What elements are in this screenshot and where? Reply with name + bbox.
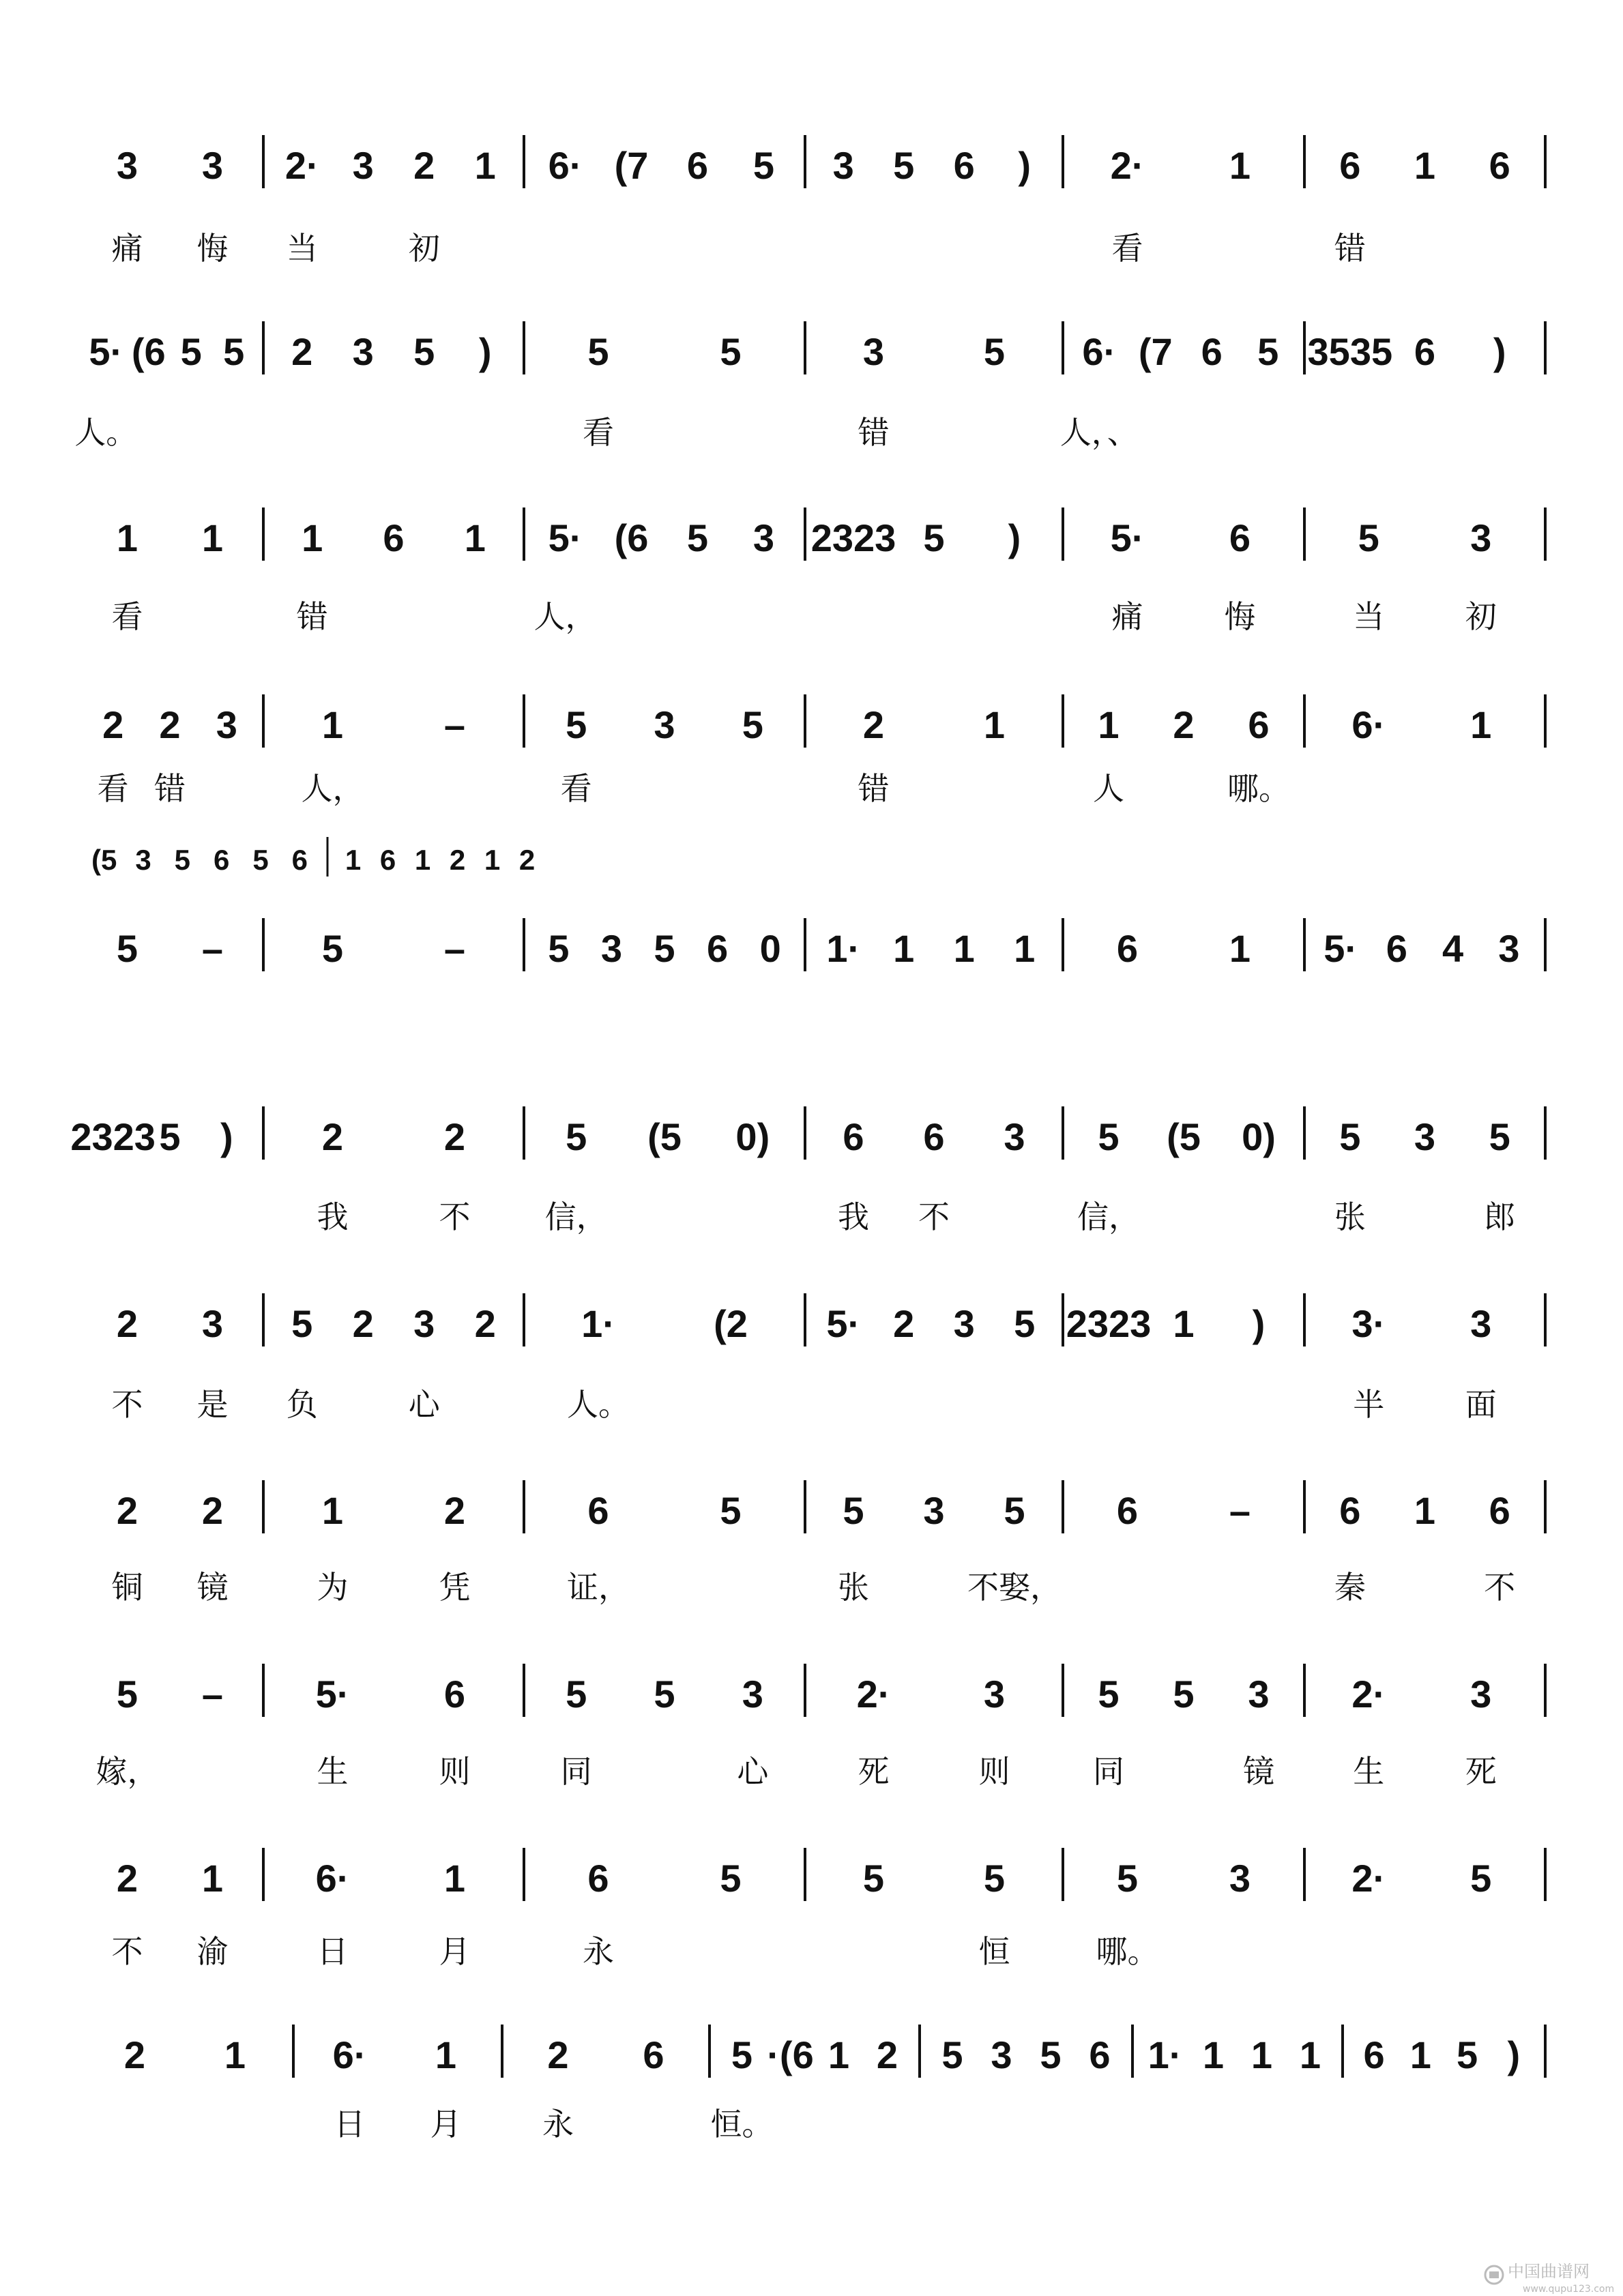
note: 5· bbox=[1324, 927, 1358, 970]
note: 3 bbox=[983, 1673, 1006, 1716]
note: 1 bbox=[443, 1857, 466, 1900]
watermark-site-name: 中国曲谱网 bbox=[1508, 2262, 1590, 2281]
cue-note: 3 bbox=[135, 844, 151, 876]
note: ) bbox=[1507, 2033, 1521, 2076]
note: 3 bbox=[752, 516, 775, 559]
note: 1 bbox=[953, 927, 975, 970]
note: 6 bbox=[1414, 330, 1436, 373]
note: 5 bbox=[1116, 1857, 1139, 1900]
note: 6 bbox=[953, 144, 975, 187]
note: 5 bbox=[720, 330, 742, 373]
note: 2 bbox=[102, 703, 124, 746]
lyric: 人， bbox=[301, 770, 364, 807]
note: 6 bbox=[1116, 1489, 1139, 1532]
note: 6 bbox=[843, 1115, 864, 1158]
note: 5 bbox=[720, 1857, 742, 1900]
lyric: 不 bbox=[1484, 1569, 1516, 1606]
note: 6 bbox=[1363, 2033, 1385, 2076]
lyric: 渝 bbox=[196, 1933, 229, 1970]
lyric: 不 bbox=[918, 1198, 950, 1235]
note: 2323 bbox=[70, 1115, 156, 1158]
note: 6· bbox=[315, 1857, 350, 1900]
note: 1 bbox=[321, 703, 344, 746]
note: 2· bbox=[1110, 144, 1145, 187]
note: 2· bbox=[1351, 1857, 1386, 1900]
lyric: 哪。 bbox=[1227, 770, 1290, 807]
note: 2323 bbox=[1066, 1302, 1152, 1345]
lyric: 凭 bbox=[439, 1569, 471, 1606]
note: 1· bbox=[826, 927, 861, 970]
note: 2 bbox=[1173, 703, 1195, 746]
lyric: 看 bbox=[583, 414, 614, 451]
note: 5 bbox=[720, 1489, 742, 1532]
lyric: 信， bbox=[1077, 1198, 1140, 1235]
note: (5 bbox=[647, 1115, 682, 1158]
lyric: 半 bbox=[1353, 1386, 1385, 1423]
note: 6 bbox=[383, 516, 405, 559]
note: 1 bbox=[1409, 2033, 1431, 2076]
lyric: 痛 bbox=[1111, 598, 1143, 635]
note: 2 bbox=[352, 1302, 374, 1345]
note: 4 bbox=[1442, 927, 1464, 970]
note: 1 bbox=[1014, 927, 1036, 970]
note: 1 bbox=[1414, 1489, 1436, 1532]
lyric: 哪。 bbox=[1096, 1933, 1159, 1970]
lyric: 初 bbox=[408, 230, 440, 267]
note: 3 bbox=[1470, 1673, 1492, 1716]
lyric: 日 bbox=[334, 2106, 366, 2143]
note: 3 bbox=[1470, 516, 1492, 559]
note: 3 bbox=[742, 1673, 763, 1716]
lyric: 信， bbox=[544, 1198, 608, 1235]
lyric: 镜 bbox=[1243, 1753, 1274, 1790]
note: 1 bbox=[828, 2033, 850, 2076]
note: 3 bbox=[216, 703, 237, 746]
note: 2 bbox=[862, 703, 885, 746]
note: 6 bbox=[587, 1489, 609, 1532]
note: 3 bbox=[1498, 927, 1520, 970]
note: 5 bbox=[1040, 2033, 1062, 2076]
note: 6 bbox=[923, 1115, 945, 1158]
note: 2 bbox=[321, 1115, 344, 1158]
lyric: 死 bbox=[1465, 1753, 1497, 1790]
note: 3 bbox=[862, 330, 885, 373]
note: 5 bbox=[654, 927, 675, 970]
lyric: 则 bbox=[978, 1753, 1010, 1790]
lyric: 我 bbox=[317, 1198, 349, 1235]
note: 2 bbox=[123, 2033, 146, 2076]
note: 3 bbox=[1004, 1115, 1025, 1158]
note: ) bbox=[220, 1115, 233, 1158]
lyric: 恒。 bbox=[710, 2106, 774, 2143]
note: 1 bbox=[1229, 144, 1251, 187]
lyric: 死 bbox=[858, 1753, 890, 1790]
note: 5 bbox=[159, 1115, 181, 1158]
note: 5 bbox=[893, 144, 915, 187]
watermark bbox=[1485, 2262, 1614, 2295]
score-row bbox=[96, 1664, 1546, 1790]
cue-note: 2 bbox=[449, 844, 466, 876]
note: 1 bbox=[1202, 2033, 1225, 2076]
note: 5 bbox=[1257, 330, 1279, 373]
note: 3 bbox=[116, 144, 138, 187]
note: 3535 bbox=[1307, 330, 1393, 373]
lyric: 为 bbox=[317, 1569, 349, 1606]
score-row bbox=[124, 2025, 1545, 2143]
lyric: 恒 bbox=[978, 1933, 1010, 1970]
note: 3 bbox=[953, 1302, 975, 1345]
lyric: 张 bbox=[1334, 1198, 1366, 1235]
note: – bbox=[443, 703, 466, 746]
note: 5 bbox=[1358, 516, 1379, 559]
note: 2 bbox=[547, 2033, 569, 2076]
lyric: 看 bbox=[1111, 230, 1143, 267]
note: 6 bbox=[1339, 1489, 1361, 1532]
note: 2 bbox=[474, 1302, 496, 1345]
cue-note: 1 bbox=[345, 844, 362, 876]
lyric: 错 bbox=[154, 770, 186, 807]
lyric: 错 bbox=[858, 414, 890, 451]
note: 2· bbox=[856, 1673, 891, 1716]
note: 1 bbox=[116, 516, 138, 559]
note: 1 bbox=[321, 1489, 344, 1532]
lyric: 悔 bbox=[196, 230, 229, 267]
lyric: 看 bbox=[560, 770, 592, 807]
lyric: 当 bbox=[1353, 598, 1385, 635]
note: 3 bbox=[413, 1302, 435, 1345]
lyric: 同 bbox=[560, 1753, 592, 1790]
note: 6 bbox=[443, 1673, 466, 1716]
note: 1 bbox=[1414, 144, 1436, 187]
note: 5 bbox=[116, 1673, 138, 1716]
note: 6 bbox=[1489, 1489, 1510, 1532]
note: 5 bbox=[321, 927, 344, 970]
note: – bbox=[443, 927, 466, 970]
note: – bbox=[201, 1673, 224, 1716]
lyric: 初 bbox=[1465, 598, 1497, 635]
lyric: 月 bbox=[439, 1933, 471, 1970]
note: 2 bbox=[159, 703, 181, 746]
note: 5 bbox=[731, 2033, 753, 2076]
note: 1 bbox=[224, 2033, 246, 2076]
lyric: 面 bbox=[1465, 1386, 1497, 1423]
note: 5 bbox=[843, 1489, 864, 1532]
note: ) bbox=[1008, 516, 1021, 559]
note: 2323 bbox=[810, 516, 896, 559]
note: 5· bbox=[1110, 516, 1145, 559]
note: 2 bbox=[291, 330, 313, 373]
note: 5 bbox=[223, 330, 245, 373]
lyric: 永 bbox=[583, 1933, 614, 1970]
cue-note: 5 bbox=[252, 844, 269, 876]
note: 0) bbox=[735, 1115, 770, 1158]
note: ) bbox=[478, 330, 492, 373]
score-row bbox=[91, 837, 1545, 971]
note: 5 bbox=[941, 2033, 963, 2076]
lyric: 错 bbox=[1334, 230, 1366, 267]
note: 3 bbox=[1229, 1857, 1251, 1900]
note: 1 bbox=[435, 2033, 457, 2076]
note: 0) bbox=[1242, 1115, 1276, 1158]
note: 2 bbox=[201, 1489, 224, 1532]
note: 1 bbox=[474, 144, 496, 187]
lyric: 人，、 bbox=[1059, 414, 1139, 451]
lyric: 看 bbox=[111, 598, 143, 635]
note: (5 bbox=[1167, 1115, 1201, 1158]
cue-note: 6 bbox=[291, 844, 308, 876]
note: 6 bbox=[1201, 330, 1223, 373]
note: 6· bbox=[548, 144, 583, 187]
note: 5 bbox=[1173, 1673, 1195, 1716]
lyric: 则 bbox=[439, 1753, 471, 1790]
note: ·(6 bbox=[767, 2033, 814, 2076]
note: 6 bbox=[1089, 2033, 1111, 2076]
note: 5 bbox=[566, 1673, 587, 1716]
note: 5 bbox=[923, 516, 945, 559]
note: 5 bbox=[566, 1115, 587, 1158]
score-row bbox=[112, 135, 1546, 267]
note: 5 bbox=[686, 516, 709, 559]
note: 6 bbox=[1489, 144, 1510, 187]
lyric: 证， bbox=[567, 1569, 630, 1606]
lyric: 是 bbox=[196, 1386, 229, 1423]
score-row bbox=[112, 1480, 1546, 1606]
note: 6· bbox=[1082, 330, 1117, 373]
note: 6 bbox=[1229, 516, 1251, 559]
lyric: 月 bbox=[430, 2106, 462, 2143]
cue-note: 6 bbox=[379, 844, 396, 876]
note: 2 bbox=[116, 1857, 138, 1900]
note: 5 bbox=[413, 330, 435, 373]
note: 2 bbox=[876, 2033, 898, 2076]
lyric: 生 bbox=[317, 1753, 349, 1790]
note: 2 bbox=[413, 144, 435, 187]
note: – bbox=[1229, 1489, 1251, 1532]
note: 5· bbox=[315, 1673, 350, 1716]
note: 1 bbox=[201, 516, 224, 559]
note: 5 bbox=[1489, 1115, 1510, 1158]
lyric: 生 bbox=[1353, 1753, 1385, 1790]
cue-note: (5 bbox=[91, 844, 117, 876]
note: ) bbox=[1018, 144, 1032, 187]
note: – bbox=[201, 927, 224, 970]
lyric: 永 bbox=[542, 2106, 574, 2143]
note: 3 bbox=[201, 144, 224, 187]
note: 0 bbox=[759, 927, 781, 970]
note: 2 bbox=[893, 1302, 915, 1345]
note: 3 bbox=[1414, 1115, 1436, 1158]
cue-note: 2 bbox=[518, 844, 536, 876]
lyric: 看 bbox=[97, 770, 129, 807]
score-row bbox=[98, 694, 1545, 807]
note: 1 bbox=[983, 703, 1006, 746]
note: 5 bbox=[983, 1857, 1006, 1900]
lyric: 镜 bbox=[196, 1569, 229, 1606]
score-row bbox=[74, 321, 1545, 451]
lyric: 人。 bbox=[74, 414, 138, 451]
score-row bbox=[112, 507, 1546, 635]
note: 5· bbox=[548, 516, 583, 559]
lyric: 错 bbox=[296, 598, 328, 635]
note: 3 bbox=[923, 1489, 945, 1532]
note: 1 bbox=[201, 1857, 224, 1900]
lyric: 秦 bbox=[1334, 1569, 1366, 1606]
note: 6 bbox=[1116, 927, 1139, 970]
note: 3 bbox=[832, 144, 854, 187]
note: (7 bbox=[614, 144, 649, 187]
lyric: 郎 bbox=[1484, 1198, 1516, 1235]
note: (6 bbox=[131, 330, 166, 373]
lyric: 铜 bbox=[111, 1569, 143, 1606]
note: 2 bbox=[443, 1489, 466, 1532]
note: 5 bbox=[752, 144, 775, 187]
note: 5 bbox=[654, 1673, 675, 1716]
note: ) bbox=[1252, 1302, 1266, 1345]
note: 1 bbox=[1470, 703, 1492, 746]
note: 5 bbox=[291, 1302, 313, 1345]
note: 5 bbox=[1014, 1302, 1036, 1345]
note: (7 bbox=[1138, 330, 1173, 373]
note: 1 bbox=[464, 516, 486, 559]
lyric: 不 bbox=[439, 1198, 471, 1235]
lyric: 人。 bbox=[567, 1386, 630, 1423]
note: 5 bbox=[862, 1857, 885, 1900]
note: 6 bbox=[643, 2033, 664, 2076]
watermark-url: www.qupu123.com bbox=[1523, 2284, 1615, 2295]
note: 3 bbox=[1470, 1302, 1492, 1345]
lyric: 当 bbox=[286, 230, 318, 267]
lyric: 痛 bbox=[111, 230, 143, 267]
note: 1· bbox=[581, 1302, 615, 1345]
note: 6· bbox=[1351, 703, 1386, 746]
note: 5 bbox=[180, 330, 202, 373]
lyric: 张 bbox=[838, 1569, 869, 1606]
note: 5 bbox=[1004, 1489, 1025, 1532]
note: 5 bbox=[116, 927, 138, 970]
note: 6 bbox=[1339, 144, 1361, 187]
note: 1 bbox=[1251, 2033, 1273, 2076]
note: 2 bbox=[116, 1302, 138, 1345]
note: (6 bbox=[614, 516, 649, 559]
note: 6 bbox=[686, 144, 709, 187]
cue-note: 5 bbox=[174, 844, 191, 876]
score-row bbox=[70, 1106, 1545, 1235]
lyric: 不 bbox=[111, 1933, 143, 1970]
score-row bbox=[112, 1848, 1546, 1970]
note: 1 bbox=[1229, 927, 1251, 970]
note: ) bbox=[1493, 330, 1506, 373]
note: 1 bbox=[1299, 2033, 1321, 2076]
note: 5 bbox=[548, 927, 570, 970]
note: 3 bbox=[352, 144, 374, 187]
lyric: 错 bbox=[858, 770, 890, 807]
score-row bbox=[112, 1293, 1546, 1423]
lyric: 负 bbox=[286, 1386, 318, 1423]
note: 6 bbox=[1386, 927, 1407, 970]
cue-note: 1 bbox=[484, 844, 501, 876]
note: 5 bbox=[1098, 1115, 1120, 1158]
watermark-logo-icon bbox=[1485, 2266, 1503, 2284]
note: 3 bbox=[991, 2033, 1012, 2076]
note: 5 bbox=[1457, 2033, 1478, 2076]
note: 6· bbox=[332, 2033, 367, 2076]
note: 3· bbox=[1351, 1302, 1386, 1345]
note: 5 bbox=[1098, 1673, 1120, 1716]
lyric: 嫁， bbox=[96, 1753, 159, 1790]
note: 2· bbox=[1351, 1673, 1386, 1716]
note: 1 bbox=[302, 516, 323, 559]
lyric: 心 bbox=[737, 1753, 769, 1790]
note: 5 bbox=[587, 330, 609, 373]
lyric: 人， bbox=[533, 598, 597, 635]
lyric: 心 bbox=[408, 1386, 440, 1423]
note: 3 bbox=[600, 927, 622, 970]
note: 2· bbox=[284, 144, 319, 187]
cue-note: 1 bbox=[414, 844, 431, 876]
note: 1· bbox=[1147, 2033, 1182, 2076]
note: 5 bbox=[566, 703, 587, 746]
note: 6 bbox=[707, 927, 729, 970]
note: 5 bbox=[1339, 1115, 1361, 1158]
lyric: 我 bbox=[838, 1198, 869, 1235]
lyric: 日 bbox=[317, 1933, 349, 1970]
lyric: 不 bbox=[111, 1386, 143, 1423]
note: (2 bbox=[714, 1302, 748, 1345]
note: 3 bbox=[1248, 1673, 1270, 1716]
note: 5· bbox=[89, 330, 123, 373]
note: 2 bbox=[443, 1115, 466, 1158]
note: 6 bbox=[587, 1857, 609, 1900]
note: 5· bbox=[826, 1302, 861, 1345]
note: 1 bbox=[893, 927, 915, 970]
note: 1 bbox=[1098, 703, 1120, 746]
lyric: 人 bbox=[1093, 770, 1124, 807]
note: 5 bbox=[983, 330, 1006, 373]
note: 1 bbox=[1173, 1302, 1195, 1345]
note: 3 bbox=[352, 330, 374, 373]
note: 3 bbox=[201, 1302, 224, 1345]
lyric: 悔 bbox=[1224, 598, 1256, 635]
cue-note: 6 bbox=[213, 844, 230, 876]
note: 6 bbox=[1248, 703, 1270, 746]
lyric: 同 bbox=[1093, 1753, 1124, 1790]
note: 5 bbox=[1470, 1857, 1492, 1900]
note: 3 bbox=[654, 703, 675, 746]
note: 2 bbox=[116, 1489, 138, 1532]
lyric: 不娶， bbox=[967, 1569, 1062, 1606]
note: 5 bbox=[742, 703, 763, 746]
